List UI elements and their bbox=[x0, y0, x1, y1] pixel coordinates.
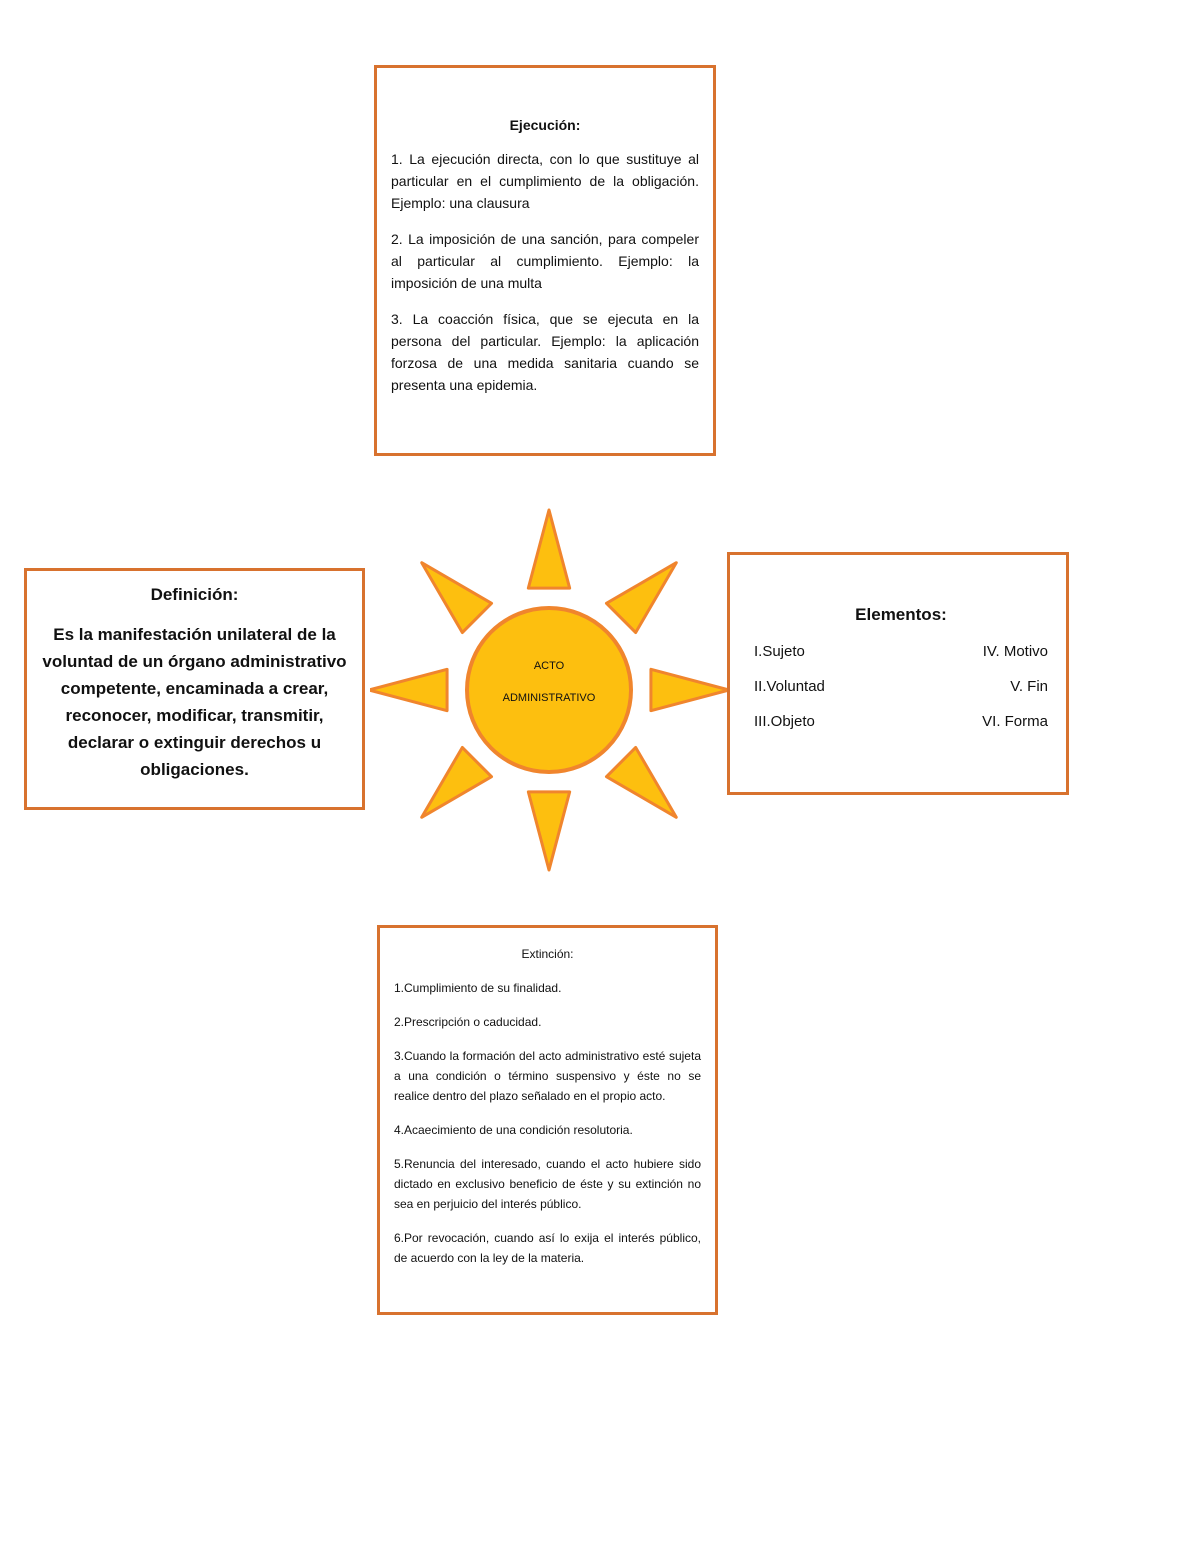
definicion-title: Definición: bbox=[150, 585, 239, 604]
ray-right bbox=[651, 669, 729, 710]
ray-top bbox=[528, 510, 569, 588]
extincion-item: 5.Renuncia del interesado, cuando el acto hubiere sido dictado en exclusivo beneficio de éste y su extinción no sea en perjuicio del interés público. bbox=[394, 1157, 701, 1211]
elementos-title: Elementos: bbox=[855, 605, 947, 624]
ejecucion-item: 3. La coacción física, que se ejecuta en la persona del particular. Ejemplo: la aplicación forzosa de una medida sanitaria cuando se presenta una epidemia. bbox=[391, 311, 699, 393]
ejecucion-title: Ejecución: bbox=[509, 117, 581, 133]
elemento-item: I.Sujeto bbox=[754, 643, 805, 660]
definicion-body: Es la manifestación unilateral de la voluntad de un órgano administrativo competente, encaminada a crear, reconocer, modificar, transmitir, declarar o extinguir derechos u obligaciones. bbox=[42, 625, 347, 779]
sun-label bbox=[468, 650, 630, 714]
extincion-item: 6.Por revocación, cuando así lo exija el interés público, de acuerdo con la ley de la materia. bbox=[394, 1231, 701, 1265]
extincion-title: Extinción: bbox=[521, 947, 574, 961]
extincion-item: 1.Cumplimiento de su finalidad. bbox=[394, 981, 562, 995]
ray-left bbox=[370, 669, 447, 710]
ejecucion-item: 2. La imposición de una sanción, para compeler al particular al cumplimiento. Ejemplo: la imposición de una multa bbox=[391, 231, 699, 291]
ray-top-left bbox=[422, 563, 492, 633]
elemento-item: V. Fin bbox=[1010, 678, 1048, 695]
extincion-item: 2.Prescripción o caducidad. bbox=[394, 1015, 542, 1029]
elementos-box bbox=[727, 552, 1069, 795]
elemento-item: IV. Motivo bbox=[982, 643, 1048, 660]
extincion-item: 3.Cuando la formación del acto administrativo esté sujeta a una condición o término suspensivo y éste no se realice dentro del plazo señalado en el propio acto. bbox=[394, 1049, 701, 1103]
elemento-item: III.Objeto bbox=[754, 713, 815, 730]
sun-label-line1: ACTO bbox=[533, 660, 565, 672]
elementos-list bbox=[754, 643, 1048, 730]
ray-bottom-right bbox=[606, 747, 676, 817]
extincion-box bbox=[377, 925, 718, 1315]
ejecucion-item: 1. La ejecución directa, con lo que sustituye al particular en el cumplimiento de la obligación. Ejemplo: una clausura bbox=[391, 151, 699, 211]
extincion-item: 4.Acaecimiento de una condición resolutoria. bbox=[394, 1123, 633, 1137]
ray-bottom bbox=[528, 792, 569, 870]
ejecucion-box bbox=[374, 65, 716, 456]
ray-bottom-left bbox=[422, 747, 492, 817]
elemento-item: VI. Forma bbox=[982, 713, 1048, 730]
elemento-item: II.Voluntad bbox=[754, 678, 825, 695]
definicion-box bbox=[24, 568, 365, 810]
ray-top-right bbox=[606, 563, 676, 633]
sun-label-line2: ADMINISTRATIVO bbox=[502, 692, 596, 704]
